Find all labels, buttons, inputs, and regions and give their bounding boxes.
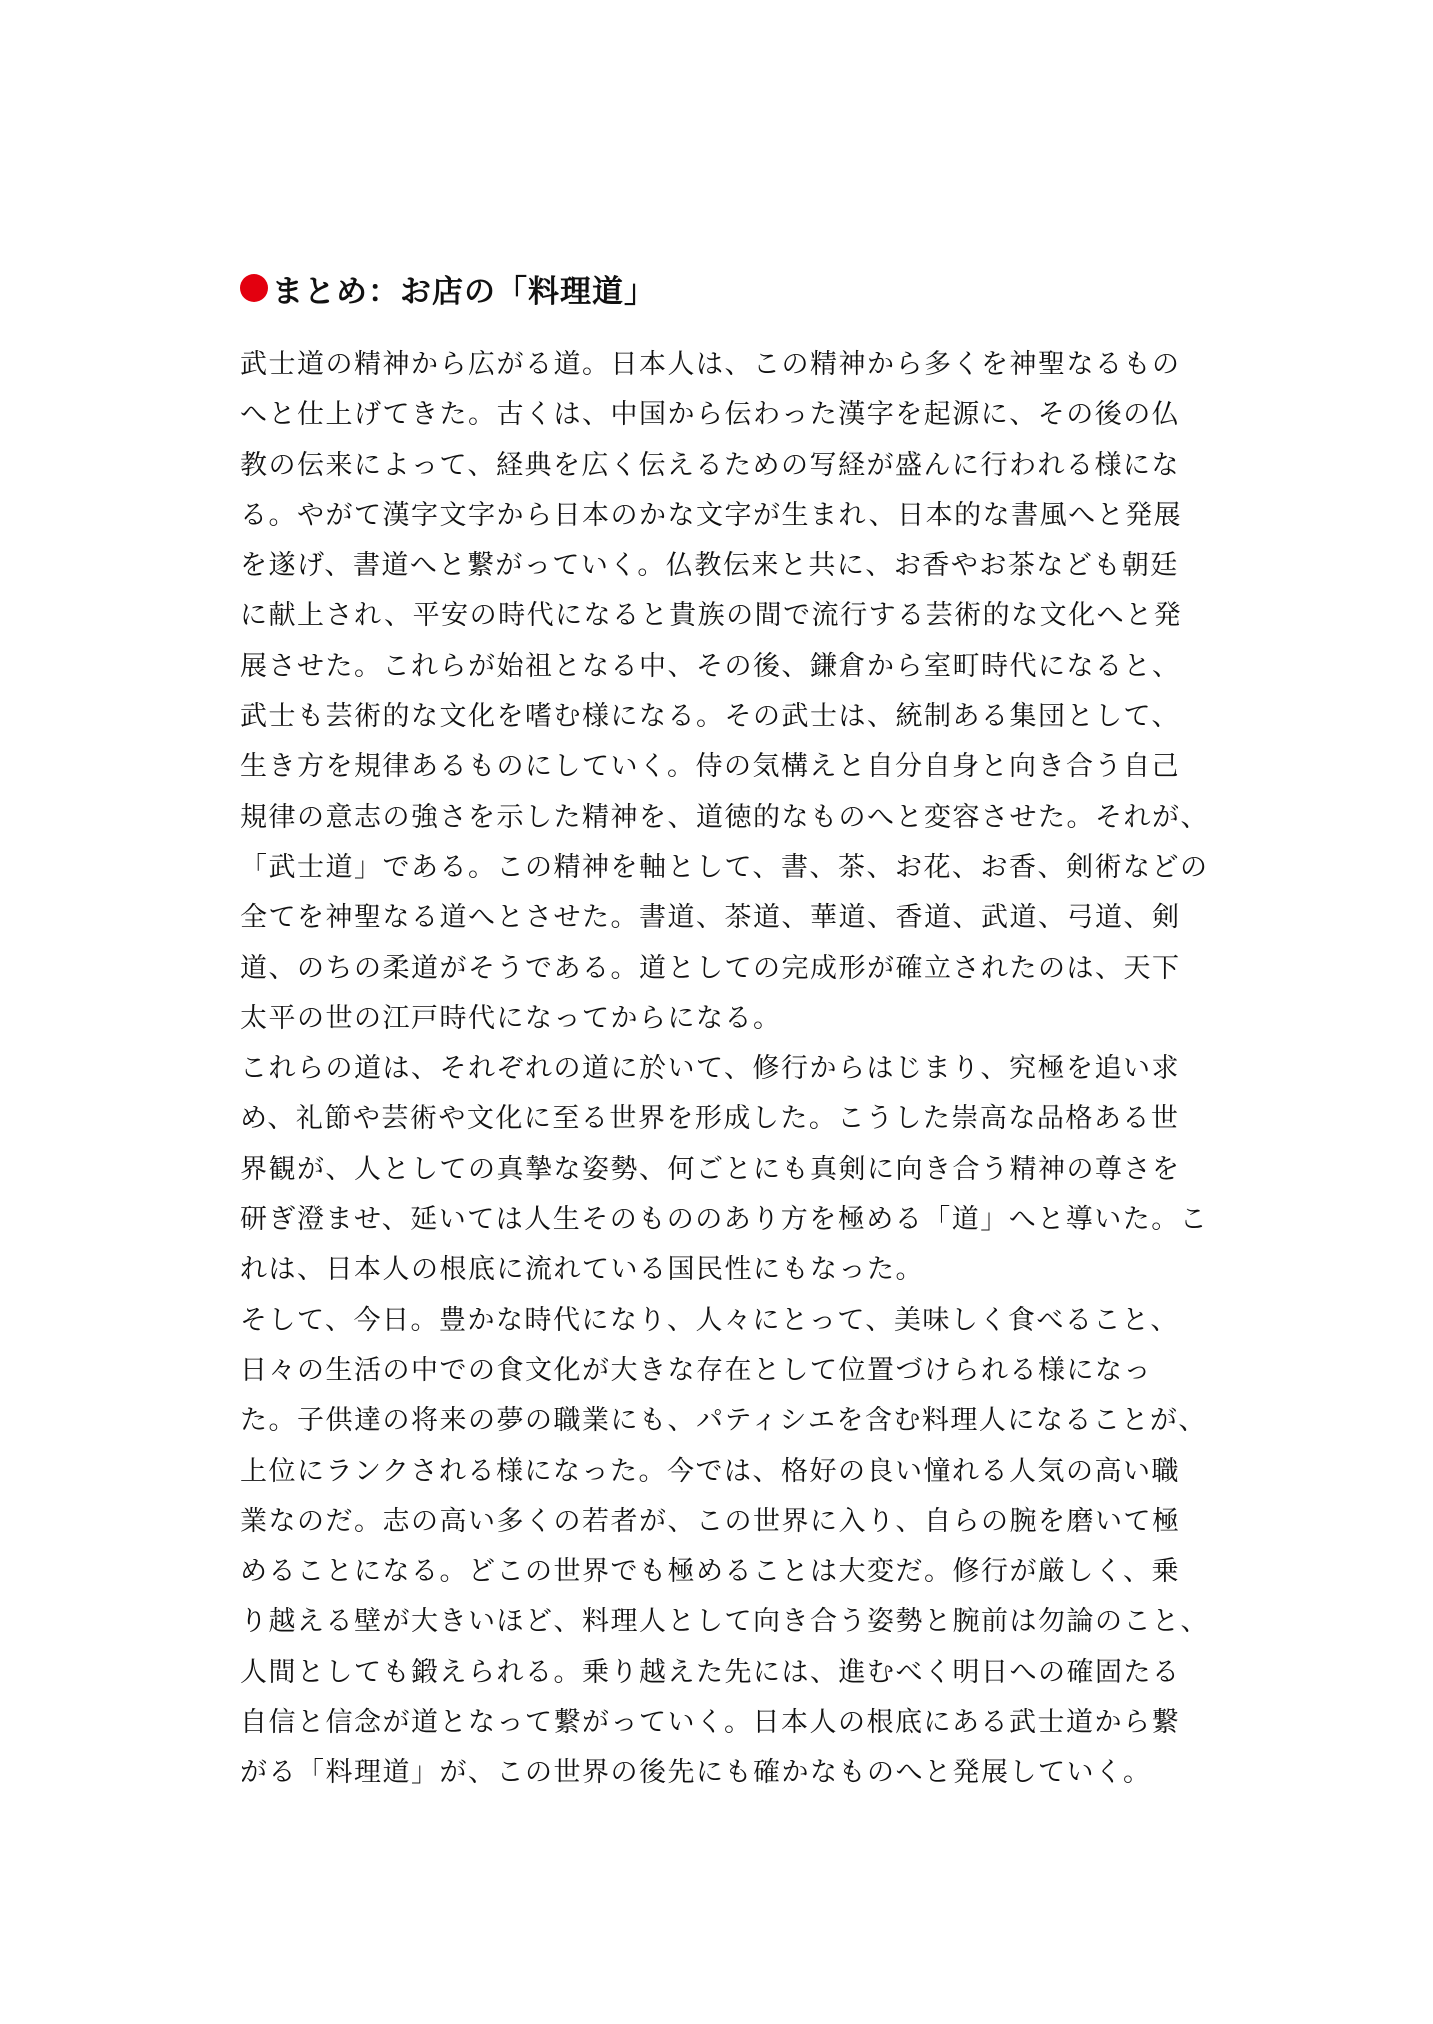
text-line: 日々の生活の中での食文化が大きな存在として位置づけられる様になっ [240, 1354, 1152, 1386]
red-circle-bullet-icon [240, 274, 268, 302]
text-line: た。子供達の将来の夢の職業にも、パティシエを含む料理人になることが、 [240, 1405, 1207, 1437]
paragraph [240, 1296, 1220, 1799]
section-heading [240, 266, 656, 310]
text-line: に献上され、平安の時代になると貴族の間で流行する芸術的な文化へと発 [240, 600, 1183, 632]
text-line: 教の伝来によって、経典を広く伝えるための写経が盛んに行われる様にな [240, 449, 1180, 481]
text-line: 界観が、人としての真摯な姿勢、何ごとにも真剣に向き合う精神の尊さを [240, 1153, 1181, 1185]
text-line: めることになる。どこの世界でも極めることは大変だ。修行が厳しく、乗 [240, 1556, 1180, 1588]
text-line: 研ぎ澄ませ、延いては人生そのもののあり方を極める「道」へと導いた。こ [240, 1204, 1209, 1236]
text-line: 「武士道」である。この精神を軸として、書、茶、お花、お香、剣術などの [240, 851, 1209, 883]
text-line: 太平の世の江戸時代になってからになる。 [240, 1002, 782, 1034]
text-line: 展させた。これらが始祖となる中、その後、鎌倉から室町時代になると、 [240, 650, 1181, 682]
text-line: 全てを神聖なる道へとさせた。書道、茶道、華道、香道、武道、弓道、剣 [240, 902, 1181, 934]
text-line: 自信と信念が道となって繋がっていく。日本人の根底にある武士道から繋 [240, 1707, 1180, 1739]
text-line: り越える壁が大きいほど、料理人として向き合う姿勢と腕前は勿論のこと、 [240, 1606, 1209, 1638]
text-line: がる「料理道」が、この世界の後先にも確かなものへと発展していく。 [240, 1757, 1152, 1789]
text-line: 業なのだ。志の高い多くの若者が、この世界に入り、自らの腕を磨いて極 [240, 1505, 1181, 1537]
text-line: 規律の意志の強さを示した精神を、道徳的なものへと変容させた。それが、 [240, 801, 1209, 833]
text-line: そして、今日。豊かな時代になり、人々にとって、美味しく食べること、 [240, 1304, 1179, 1336]
text-line: 武士も芸術的な文化を嗜む様になる。その武士は、統制ある集団として、 [240, 701, 1180, 733]
text-line: を遂げ、書道へと繋がっていく。仏教伝来と共に、お香やお茶なども朝廷 [240, 550, 1179, 582]
text-line: 武士道の精神から広がる道。日本人は、この精神から多くを神聖なるもの [240, 349, 1181, 380]
text-line: 道、のちの柔道がそうである。道としての完成形が確立されたのは、天下 [240, 952, 1181, 984]
text-line: 生き方を規律あるものにしていく。侍の気構えと自分自身と向き合う自己 [240, 751, 1180, 783]
text-line: る。やがて漢字文字から日本のかな文字が生まれ、日本的な書風へと発展 [240, 499, 1183, 531]
paragraph [240, 340, 1220, 1044]
heading-text: まとめ：お店の「料理道」 [272, 273, 656, 310]
text-line: め、礼節や芸術や文化に至る世界を形成した。こうした崇高な品格ある世 [240, 1103, 1180, 1135]
text-line: へと仕上げてきた。古くは、中国から伝わった漢字を起源に、その後の仏 [240, 399, 1181, 431]
text-line: 人間としても鍛えられる。乗り越えた先には、進むべく明日への確固たる [240, 1656, 1181, 1688]
text-line: れは、日本人の根底に流れている国民性にもなった。 [240, 1254, 924, 1286]
body-text [240, 340, 1220, 1799]
text-line: これらの道は、それぞれの道に於いて、修行からはじまり、究極を追い求 [240, 1053, 1180, 1085]
paragraph [240, 1044, 1220, 1295]
text-line: 上位にランクされる様になった。今では、格好の良い憧れる人気の高い職 [240, 1455, 1180, 1487]
